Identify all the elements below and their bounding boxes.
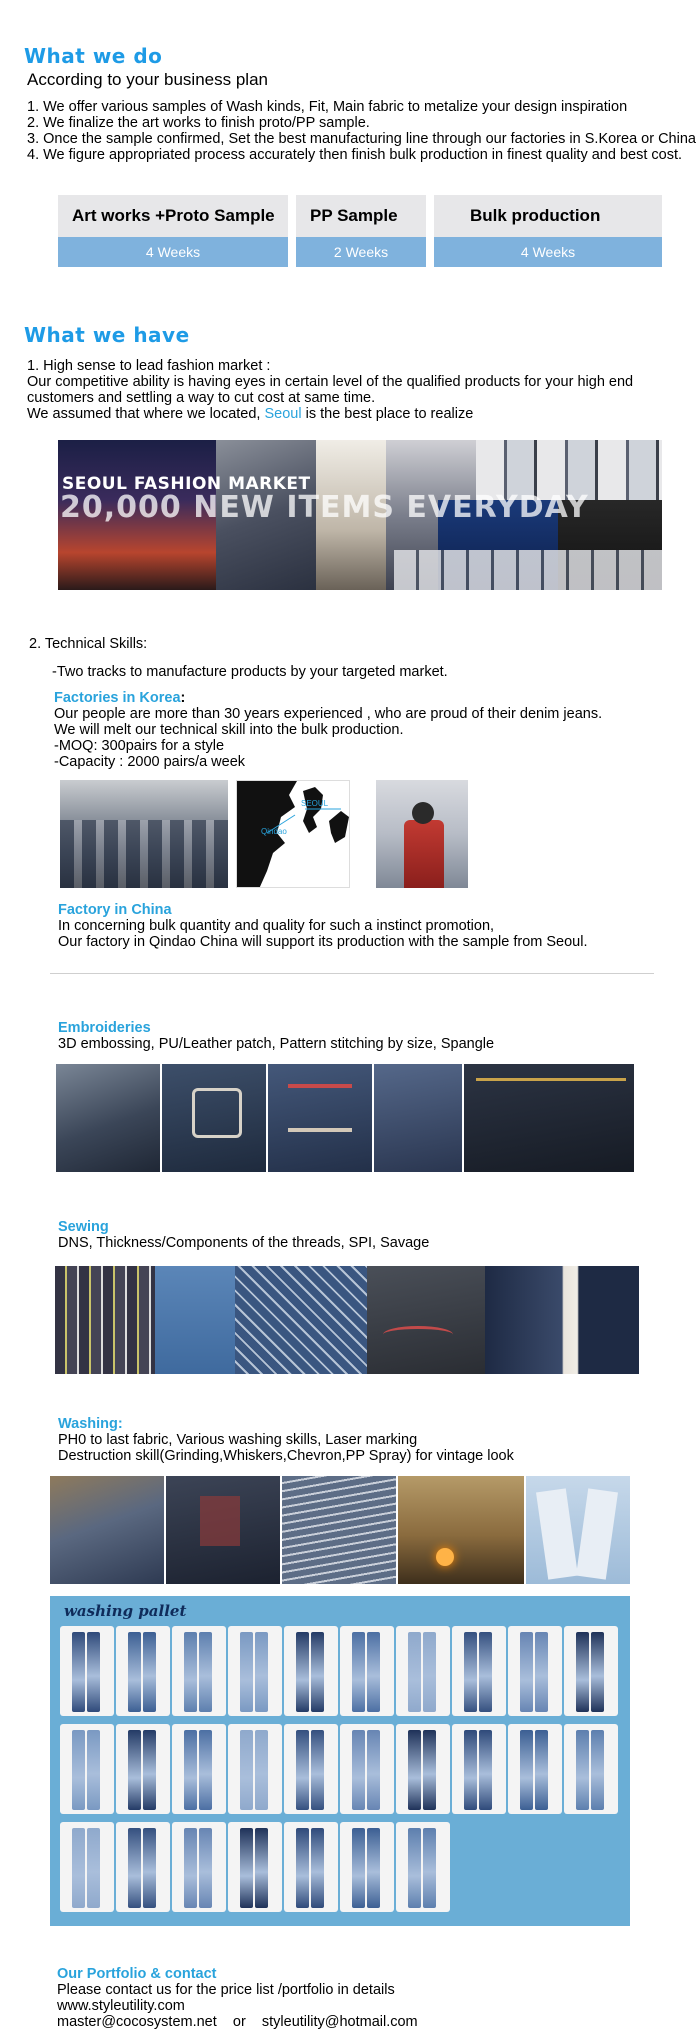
map-label-seoul: SEOUL (301, 799, 329, 808)
contact-line-1: Please contact us for the price list /portfolio in details (57, 1982, 395, 1998)
stage-duration: 4 Weeks (434, 237, 662, 267)
craftsman-photo (376, 780, 468, 888)
pallet-jeans-thumbnail (116, 1724, 170, 1814)
pallet-jeans-thumbnail (564, 1724, 618, 1814)
embroideries-desc: 3D embossing, PU/Leather patch, Pattern stitching by size, Spangle (58, 1036, 495, 1052)
pallet-jeans-thumbnail (284, 1626, 338, 1716)
pallet-jeans-thumbnail (508, 1626, 562, 1716)
pallet-jeans-thumbnail (228, 1724, 282, 1814)
pallet-jeans-thumbnail (172, 1822, 226, 1912)
embroideries-title: Embroideries (58, 1020, 151, 1036)
point2-heading: 2. Technical Skills: (29, 636, 148, 652)
washing-title: Washing: (58, 1416, 123, 1432)
washing-photo-strip (50, 1476, 630, 1584)
korea-line-4: -Capacity : 2000 pairs/a week (54, 754, 246, 770)
point1-line-3-suffix: is the best place to realize (301, 406, 474, 422)
what-we-do-item-1: 1. We offer various samples of Wash kinds, Fit, Main fabric to metalize your design inspiration (27, 99, 628, 115)
factory-china-title: Factory in China (58, 902, 172, 918)
factories-korea-title (54, 690, 185, 706)
sewing-desc: DNS, Thickness/Components of the threads, SPI, Savage (58, 1235, 430, 1251)
what-we-do-item-2: 2. We finalize the art works to finish proto/PP sample. (27, 115, 370, 131)
point1-line-3 (27, 406, 473, 422)
point1-line-1: Our competitive ability is having eyes in certain level of the qualified products for your high end (27, 374, 634, 390)
korea-china-map (236, 780, 350, 888)
map-graphic (237, 781, 350, 888)
factories-korea-title-text: Factories in Korea (54, 690, 181, 706)
pallet-grid (60, 1626, 620, 1922)
pallet-jeans-thumbnail (60, 1822, 114, 1912)
contact-emails[interactable]: master@cocosystem.net or styleutility@hotmail.com (57, 2014, 418, 2030)
point1-line-2: customers and settling a way to cut cost at same time. (27, 390, 376, 406)
washing-pallet (50, 1596, 630, 1926)
pallet-jeans-thumbnail (116, 1822, 170, 1912)
pallet-jeans-thumbnail (340, 1626, 394, 1716)
pallet-jeans-thumbnail (228, 1822, 282, 1912)
two-tracks-text: -Two tracks to manufacture products by your targeted market. (52, 664, 448, 680)
washing-line-1: PH0 to last fabric, Various washing skills, Laser marking (58, 1432, 418, 1448)
contact-title: Our Portfolio & contact (57, 1966, 217, 1982)
pallet-jeans-thumbnail (172, 1626, 226, 1716)
what-we-do-item-4: 4. We figure appropriated process accurately then finish bulk production in finest quality and best cost. (27, 147, 683, 163)
stage-label: PP Sample (296, 195, 426, 237)
section-divider (50, 973, 654, 974)
korea-line-1: Our people are more than 30 years experienced , who are proud of their denim jeans. (54, 706, 603, 722)
pallet-jeans-thumbnail (452, 1626, 506, 1716)
washing-pallet-title: washing pallet (64, 1602, 187, 1620)
pallet-jeans-thumbnail (228, 1626, 282, 1716)
stage-duration: 2 Weeks (296, 237, 426, 267)
china-line-2: Our factory in Qindao China will support its production with the sample from Seoul. (58, 934, 588, 950)
sewing-photo-strip (55, 1266, 639, 1374)
stage-bulk-production (434, 195, 662, 267)
what-we-do-item-3: 3. Once the sample confirmed, Set the best manufacturing line through our factories in S.Korea or China (27, 131, 696, 147)
pallet-jeans-thumbnail (508, 1724, 562, 1814)
pallet-jeans-thumbnail (284, 1724, 338, 1814)
map-label-qindao: Qindao (261, 827, 287, 836)
washing-line-2: Destruction skill(Grinding,Whiskers,Chevron,PP Spray) for vintage look (58, 1448, 514, 1464)
pallet-jeans-thumbnail (396, 1724, 450, 1814)
what-we-have-heading: What we have (24, 323, 190, 347)
stage-pp-sample (296, 195, 426, 267)
pallet-jeans-thumbnail (60, 1626, 114, 1716)
what-we-do-heading: What we do (24, 44, 163, 68)
seoul-highlight: Seoul (264, 406, 302, 422)
china-line-1: In concerning bulk quantity and quality for such a instinct promotion, (58, 918, 495, 934)
pallet-jeans-thumbnail (564, 1626, 618, 1716)
embroideries-photo-strip (56, 1064, 634, 1172)
pallet-jeans-thumbnail (396, 1822, 450, 1912)
stage-proto-sample (58, 195, 288, 267)
banner-text-line2: 20,000 NEW ITEMS EVERYDAY (60, 490, 589, 525)
pallet-jeans-thumbnail (172, 1724, 226, 1814)
pallet-jeans-thumbnail (116, 1626, 170, 1716)
stage-label: Bulk production (434, 195, 662, 237)
seoul-fashion-market-banner (58, 440, 662, 590)
korea-line-3: -MOQ: 300pairs for a style (54, 738, 225, 754)
stage-label: Art works +Proto Sample (58, 195, 288, 237)
factories-korea-colon: : (180, 690, 186, 706)
korea-line-2: We will melt our technical skill into the bulk production. (54, 722, 404, 738)
sewing-title: Sewing (58, 1219, 109, 1235)
point1-heading: 1. High sense to lead fashion market : (27, 358, 271, 374)
banner-text-line1: SEOUL FASHION MARKET (62, 474, 311, 494)
pallet-jeans-thumbnail (452, 1724, 506, 1814)
pallet-jeans-thumbnail (340, 1724, 394, 1814)
pallet-jeans-thumbnail (340, 1822, 394, 1912)
pallet-jeans-thumbnail (396, 1626, 450, 1716)
stage-duration: 4 Weeks (58, 237, 288, 267)
contact-website[interactable]: www.styleutility.com (57, 1998, 185, 2014)
korea-factory-photo (60, 780, 228, 888)
what-we-do-subtitle: According to your business plan (27, 70, 268, 89)
pallet-jeans-thumbnail (284, 1822, 338, 1912)
pallet-jeans-thumbnail (60, 1724, 114, 1814)
point1-line-3-prefix: We assumed that where we located, (27, 406, 265, 422)
